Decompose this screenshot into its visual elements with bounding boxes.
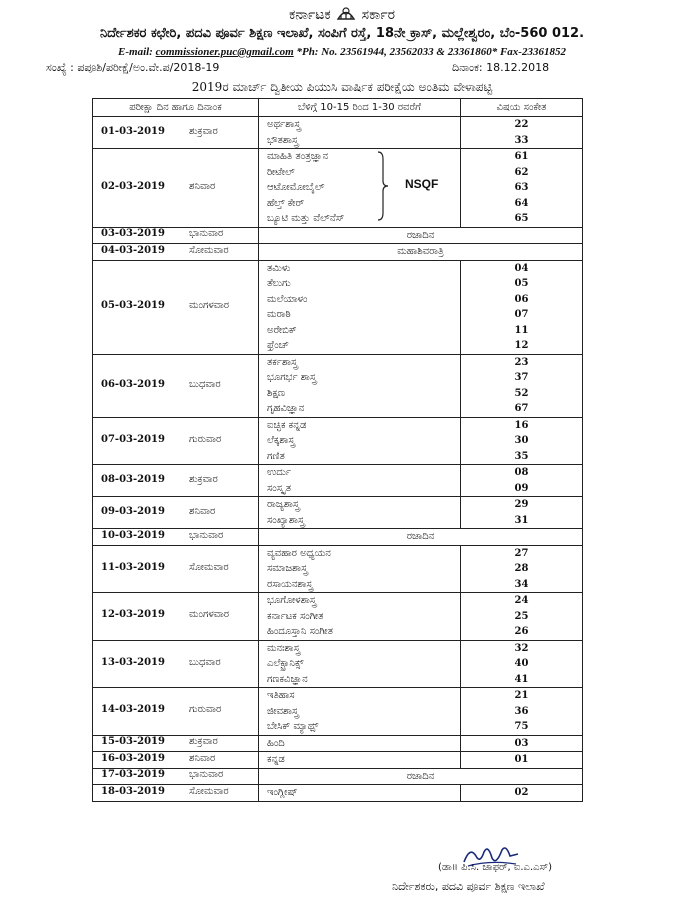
column-header-subject: ಬೆಳಿಗ್ಗೆ 10-15 ರಿಂದ 1-30 ರವರೆಗೆ [259,99,461,117]
exam-day: ಬುಧವಾರ [189,656,221,668]
exam-date: 04-03-2019 [101,244,165,256]
table-row [93,417,583,465]
exam-day: ಶನಿವಾರ [189,505,216,517]
exam-date-cell [93,417,259,465]
exam-day: ಶನಿವಾರ [189,180,216,192]
codes-cell [461,149,583,228]
subject-code: 30 [514,435,529,446]
exam-date: 06-03-2019 [101,378,165,390]
exam-date: 11-03-2019 [101,561,165,573]
exam-day: ಸೋಮವಾರ [189,561,229,573]
subject-name: ಹೆಲ್ತ್ ಕೇರ್ [267,197,305,209]
table-row [93,497,583,529]
subject-name: ವ್ಯವಹಾರ ಅಧ್ಯಯನ [267,547,331,559]
subject-code: 04 [514,262,529,274]
subject-code: 12 [514,340,529,351]
subject-name: ಸಮಾಜಶಾಸ್ತ್ರ [267,563,308,574]
exam-date-cell [93,260,259,354]
exam-day: ಭಾನುವಾರ [189,529,224,541]
subject-code: 27 [514,547,529,559]
subject-code: 03 [514,737,529,749]
holiday-cell: ರಜಾದಿನ [259,529,583,546]
subject-name: ಆಟೋಮೋಬೈಲ್ [267,182,325,193]
subject-code: 08 [514,467,529,478]
exam-date: 09-03-2019 [101,505,165,517]
exam-day: ಮಂಗಳವಾರ [189,609,230,621]
subject-name: ಫ್ರೆಂಚ್ [267,340,289,351]
subject-name: ಅರ್ಥಶಾಸ್ತ್ರ [267,119,301,130]
exam-day: ಗುರುವಾರ [189,433,222,445]
table-row [93,354,583,417]
subject-name: ಹಿಂದಿ [267,737,285,749]
table-row [93,752,583,769]
table-row [93,735,583,752]
codes-cell [461,417,583,465]
subject-name: ತೆಲುಗು [267,278,291,289]
exam-date: 17-03-2019 [101,769,165,781]
subjects-cell [259,149,461,228]
subject-code: 62 [514,166,529,178]
subject-code: 05 [514,278,529,289]
exam-date-cell [93,545,259,593]
subject-code: 16 [514,419,529,431]
subject-name: ಮನಃಶಾಸ್ತ್ರ [267,642,301,654]
subject-name: ಮಾಹಿತಿ ತಂತ್ರಜ್ಞಾನ [267,151,329,162]
subject-name: ತಮಿಳು [267,262,291,274]
subject-name: ಮರಾಠಿ [267,309,291,320]
subjects-cell [259,417,461,465]
nsqf-label: NSQF [405,177,439,191]
exam-day: ಭಾನುವಾರ [189,228,224,240]
subject-name: ಕನ್ನಡ [267,754,285,765]
email-link[interactable]: commissioner.puc@gmail.com [155,46,294,58]
codes-cell [461,640,583,688]
holiday-cell: ಮಹಾಶಿವರಾತ್ರಿ [259,244,583,261]
subjects-cell [259,593,461,641]
subject-name: ರೀಟೇಲ್ [267,166,295,178]
exam-date: 18-03-2019 [101,785,165,797]
exam-date-cell [93,735,259,752]
table-row [93,260,583,354]
table-row [93,593,583,641]
phone-fax: *Ph: No. 23561944, 23562033 & 23361860* Fax-23361852 [293,46,566,58]
subjects-cell [259,260,461,354]
subject-name: ಲೆಕ್ಕಶಾಸ್ತ್ರ [267,435,295,446]
table-row [93,149,583,228]
nsqf-brace-icon [377,151,389,221]
exam-date-cell [93,227,259,244]
subject-name: ತರ್ಕಶಾಸ್ತ್ರ [267,356,298,368]
subject-code: 65 [514,213,529,224]
exam-date: 01-03-2019 [101,125,165,137]
subject-code: 24 [514,595,529,606]
exam-day: ಭಾನುವಾರ [189,769,224,781]
table-row [93,529,583,546]
exam-date-cell [93,117,259,149]
contact-line [0,46,684,58]
subject-name: ಅರೇಬಿಕ್ [267,324,297,336]
codes-cell [461,593,583,641]
header-row [93,99,583,117]
exam-date-cell [93,593,259,641]
exam-date-cell [93,752,259,769]
subjects-cell [259,785,461,802]
codes-cell [461,785,583,802]
subject-code: 40 [514,658,529,669]
subject-name: ಉರ್ದು [267,467,292,478]
holiday-cell: ರಜಾದಿನ [259,227,583,244]
exam-date-cell [93,640,259,688]
subjects-cell [259,497,461,529]
exam-date-cell [93,149,259,228]
table-row [93,688,583,736]
subject-name: ಮಲೆಯಾಳಂ [267,293,308,305]
subject-name: ಬ್ಯೂಟಿ ಮತ್ತು ವೆಲ್‌ನೆಸ್ [267,213,345,224]
subject-name: ಸಂಖ್ಯಾಶಾಸ್ತ್ರ [267,514,305,526]
table-row [93,768,583,785]
subject-name: ಐಚ್ಛಿಕ ಕನ್ನಡ [267,419,307,431]
exam-date: 07-03-2019 [101,433,165,445]
exam-date: 12-03-2019 [101,609,165,621]
table-row [93,465,583,497]
subject-name: ಶಿಕ್ಷಣ [267,387,285,399]
subject-name: ಸಂಸ್ಕೃತ [267,482,292,494]
subject-code: 25 [514,610,529,622]
codes-cell [461,117,583,149]
exam-day: ಮಂಗಳವಾರ [189,300,230,311]
subject-name: ಭೌತಶಾಸ್ತ್ರ [267,134,299,146]
subject-code: 32 [514,642,529,654]
exam-day: ಶುಕ್ರವಾರ [189,736,218,748]
subject-code: 33 [514,134,529,146]
codes-cell [461,497,583,529]
office-address: ನಿರ್ದೇಶಕರ ಕಛೇರಿ, ಪದವಿ ಪೂರ್ವ ಶಿಕ್ಷಣ ಇಲಾಖೆ, ಸಂಪಿಗೆ ರಸ್ತೆ, 18ನೇ ಕ್ರಾಸ್, ಮಲ್ಲೇಶ್ವರಂ, ಬೆಂ-560 012. [99,26,585,41]
subject-code: 75 [514,721,529,732]
subjects-cell [259,735,461,752]
subject-code: 11 [514,324,529,336]
government-title [0,4,684,23]
table-row [93,640,583,688]
exam-date-cell [93,785,259,802]
subject-name: ಜೀವಶಾಸ್ತ್ರ [267,705,299,717]
subject-code: 02 [514,787,529,798]
exam-day: ಸೋಮವಾರ [189,785,229,797]
subject-name: ಗಣಕವಿಜ್ಞಾನ [267,673,308,685]
exam-day: ಶನಿವಾರ [189,752,216,764]
column-header-code: ವಿಷಯ ಸಂಕೇತ [461,99,583,117]
subject-code: 21 [514,690,529,701]
exam-date: 05-03-2019 [101,300,165,311]
subjects-cell [259,354,461,417]
exam-date-cell [93,688,259,736]
exam-day: ಶುಕ್ರವಾರ [189,125,218,137]
subject-code: 61 [514,151,529,162]
subject-code: 41 [514,673,529,685]
subject-code: 22 [514,119,529,130]
exam-date-cell [93,244,259,261]
exam-date-cell [93,768,259,785]
subject-name: ಎಲೆಕ್ಟ್ರಾನಿಕ್ಸ್ [267,658,304,669]
table-row [93,227,583,244]
exam-date: 14-03-2019 [101,704,165,716]
subject-code: 52 [514,387,529,399]
exam-date: 16-03-2019 [101,752,165,764]
subject-code: 26 [514,626,529,637]
exam-timetable [92,98,583,802]
subject-name: ಭೂಗರ್ಭ ಶಾಸ್ತ್ರ [267,372,317,383]
title-sarkara: ಸರ್ಕಾರ [361,7,395,23]
column-header-date: ಪರೀಕ್ಷಾ ದಿನ ಹಾಗೂ ದಿನಾಂಕ [93,99,259,117]
subjects-cell [259,117,461,149]
subject-code: 34 [514,578,529,590]
subject-code: 67 [514,403,529,414]
codes-cell [461,465,583,497]
exam-date: 02-03-2019 [101,180,165,192]
subject-name: ಇತಿಹಾಸ [267,690,295,701]
table-row [93,545,583,593]
exam-day: ಗುರುವಾರ [189,704,222,716]
state-emblem-icon [335,4,357,22]
exam-day: ಸೋಮವಾರ [189,244,229,256]
timetable-heading: 2019ರ ಮಾರ್ಚ್ ದ್ವಿತೀಯ ಪಿಯುಸಿ ವಾರ್ಷಿಕ ಪರೀಕ್ಷೆಯ ಅಂತಿಮ ವೇಳಾಪಟ್ಟಿ [191,80,493,94]
exam-date-cell [93,529,259,546]
exam-date-cell [93,465,259,497]
holiday-cell: ರಜಾದಿನ [259,768,583,785]
reference-number: ಸಂಖ್ಯೆ : ಪಪೂಶಿ/ಪರೀಕ್ಷೆ/ಅಂ.ವೇ.ಪ/2018-19 [46,61,220,74]
table-row [93,244,583,261]
subject-code: 09 [514,482,529,494]
subjects-cell [259,640,461,688]
signatory-name: (ಡಾ॥ ಪಿ.ಸಿ. ಜಾಫರ್, ಐ.ಎ.ಎಸ್) [438,862,553,873]
exam-date: 03-03-2019 [101,228,165,240]
subject-name: ಇಂಗ್ಲೀಷ್ [267,787,298,798]
codes-cell [461,752,583,769]
title-karnataka: ಕರ್ನಾಟಕ [289,7,331,23]
subject-code: 35 [514,450,529,462]
exam-date-cell [93,354,259,417]
subject-code: 37 [514,372,529,383]
exam-date: 15-03-2019 [101,736,165,748]
subjects-cell [259,752,461,769]
subject-code: 01 [514,754,529,765]
exam-date: 08-03-2019 [101,473,165,485]
subject-code: 31 [514,514,529,526]
subject-code: 63 [514,182,529,193]
exam-date: 10-03-2019 [101,529,165,541]
subject-name: ರಸಾಯನಶಾಸ್ತ್ರ [267,578,313,590]
subject-code: 64 [514,197,529,209]
document-date: ದಿನಾಂಕ: 18.12.2018 [452,61,550,74]
exam-date: 13-03-2019 [101,656,165,668]
subjects-cell [259,688,461,736]
codes-cell [461,545,583,593]
exam-day: ಶುಕ್ರವಾರ [189,473,218,485]
table-row [93,785,583,802]
subjects-cell [259,465,461,497]
subject-code: 07 [514,309,529,320]
exam-day: ಬುಧವಾರ [189,378,221,390]
email-label: E-mail: [118,46,156,58]
table-row [93,117,583,149]
subject-code: 29 [514,499,529,510]
subject-name: ರಾಜ್ಯಶಾಸ್ತ್ರ [267,499,300,510]
signatory-designation: ನಿರ್ದೇಶಕರು, ಪದವಿ ಪೂರ್ವ ಶಿಕ್ಷಣ ಇಲಾಖೆ [392,880,545,893]
exam-date-cell [93,497,259,529]
subject-code: 28 [514,563,529,574]
subject-code: 36 [514,705,529,717]
subject-code: 23 [514,356,529,368]
codes-cell [461,260,583,354]
subject-name: ಬೇಸಿಕ್ ಮ್ಯಾಥ್ಸ್ [267,721,319,732]
codes-cell [461,688,583,736]
subject-name: ಗೃಹವಿಜ್ಞಾನ [267,403,305,414]
codes-cell [461,735,583,752]
subjects-cell [259,545,461,593]
subject-name: ಗಣಿತ [267,450,285,462]
subject-name: ಭೂಗೋಳಶಾಸ್ತ್ರ [267,595,317,606]
subject-name: ಕರ್ನಾಟಕ ಸಂಗೀತ [267,610,324,622]
subject-code: 06 [514,293,529,305]
codes-cell [461,354,583,417]
subject-name: ಹಿಂದೂಸ್ತಾನಿ ಸಂಗೀತ [267,626,333,637]
